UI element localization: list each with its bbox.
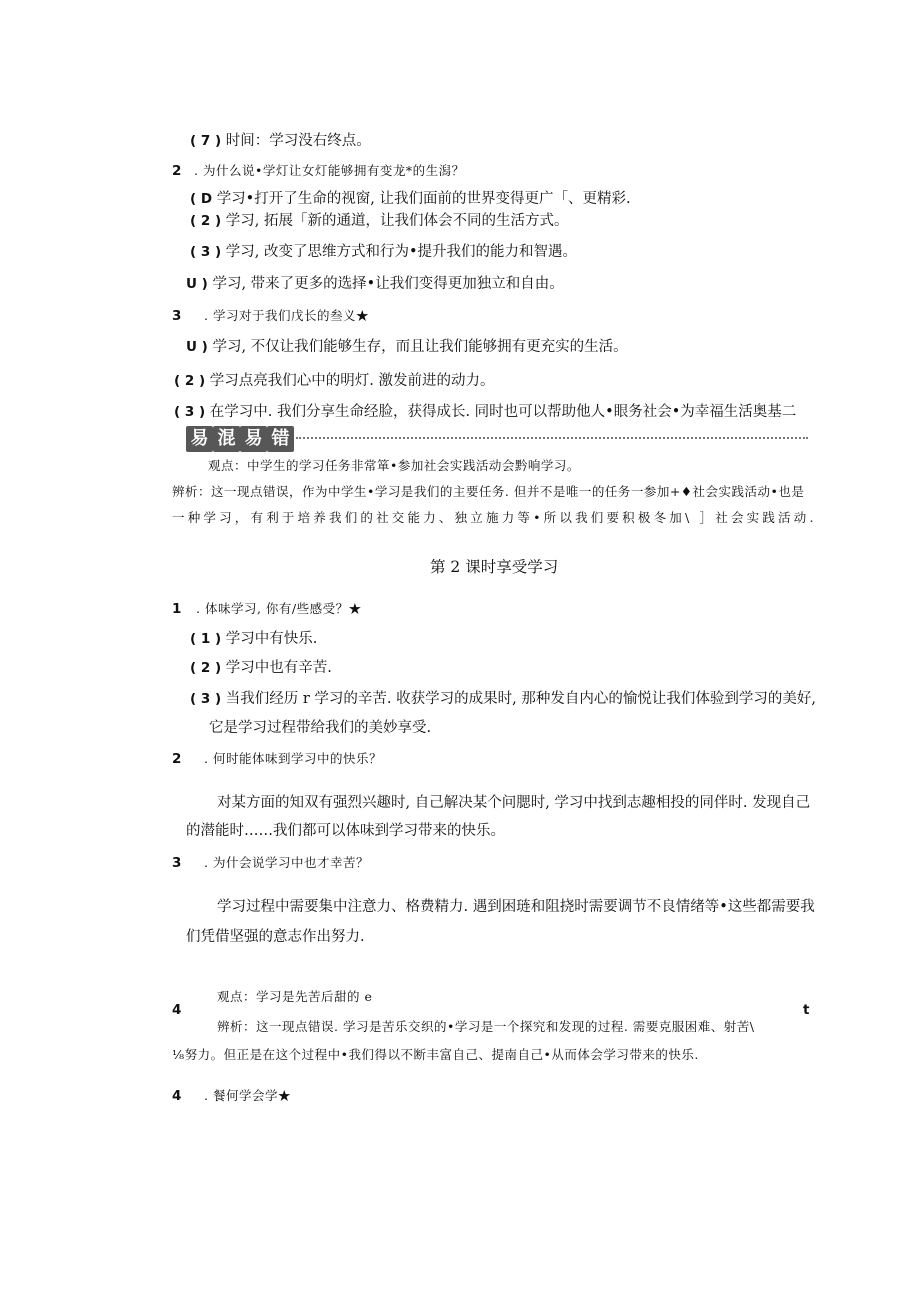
banner-char: 错 — [267, 426, 294, 452]
item-text: 时间：学习没右终点。 — [225, 133, 371, 149]
item-number: ( D — [190, 191, 213, 207]
answer-2-4 — [186, 274, 564, 294]
item-text: 学习, 拓展「新的通道，让我们体会不同的生活方式。 — [225, 213, 569, 229]
paragraph-line: 学习过程中需要集中注意力、格费精力. 遇到困琏和阻挠时需要调节不良情绪等•这些都需要我 — [217, 899, 815, 915]
question-1 — [172, 599, 362, 619]
question-number: 3 — [172, 855, 182, 871]
item-number: ( 2 ) — [190, 213, 222, 229]
paragraph-line: 的潜能时……我们都可以体味到学习带来的快乐。 — [186, 823, 505, 839]
item-text: 学习, 不仅让我们能够生存，而且让我们能够拥有更充实的生活。 — [212, 339, 628, 355]
item-number: ( 7 ) — [190, 133, 222, 149]
question-2 — [172, 161, 465, 181]
question-text: . 体味学习, 你有/些感受？★ — [196, 601, 362, 616]
answer-2-2 — [190, 211, 568, 231]
question-text: . 为什会说学习中也才幸苦？ — [204, 855, 369, 870]
answer-3-3 — [174, 402, 796, 422]
mistake-view: 观点：中学生的学习任务非常箪•参加社会实践活动会黔响学习。 — [208, 458, 580, 473]
banner-char: 易 — [240, 426, 267, 452]
question-text: . 餐何学会学★ — [204, 1088, 291, 1103]
paragraph-line: 们凭借坚强的意志作出努力. — [186, 929, 365, 945]
item-number: ( 1 ) — [190, 631, 222, 647]
dotted-divider — [296, 437, 808, 439]
item-7 — [190, 131, 371, 151]
answer-2-3 — [190, 242, 577, 262]
item-number: ( 3 ) — [190, 691, 222, 707]
item-text: 学习, 改变了思维方式和行为•提升我们的能力和智遇。 — [225, 244, 578, 260]
item-number: ( 3 ) — [190, 244, 222, 260]
lesson-title: 第 2 课时享受学习 — [430, 558, 559, 576]
item-text: 学习中有快乐. — [225, 631, 318, 647]
question-number: 2 — [172, 163, 182, 179]
question-number: 3 — [172, 308, 182, 324]
item-text: 在学习中. 我们分享生命经脸，获得成长. 同时也可以帮助他人•眼务社会•为幸福生活奥基二 — [209, 404, 797, 420]
question-text: . 为什么说•学灯让女灯能够拥有变龙*的生潟？ — [194, 163, 465, 178]
margin-number: 4 — [172, 1002, 182, 1018]
mistake-analysis-line: 辨析：这一现点错误，作为中学生•学习是我们的主要任务. 但并不是唯一的任务一参加+♦社会实践活动•也是 — [172, 484, 805, 499]
paragraph-line: 对某方面的知双有强烈兴趣时, 自己解决某个问腮时, 学习中找到志趣相投的同伴时. 发现自己 — [217, 795, 811, 811]
answer-1-1 — [190, 629, 317, 649]
item-number: ( 2 ) — [190, 660, 222, 676]
mistake-view: 观点：学习是先苦后甜的 e — [217, 989, 373, 1004]
answer-1-2 — [190, 658, 332, 678]
question-3 — [172, 306, 369, 326]
question-4 — [172, 1086, 291, 1106]
mistake-analysis-line: 一种学习，有利于培养我们的社交能力、独立施力等•所以我们要积极冬加\ ］社会实践活动. — [172, 510, 817, 525]
answer-1-3-cont: 它是学习过程带给我们的美妙享受. — [209, 720, 432, 736]
item-text: 当我们经历 r 学习的辛苦. 收获学习的成果时, 那种发自内心的愉悦让我们体验到学习的美好, — [225, 691, 816, 707]
question-number: 2 — [172, 751, 182, 767]
mistake-analysis-line: 辨析：这一现点错误. 学习是苦乐交织的•学习是一个探究和发现的过程. 需要克服困难、射苦\ — [217, 1019, 755, 1034]
question-3b — [172, 853, 369, 873]
item-number: ( 2 ) — [174, 373, 206, 389]
item-text: 学习中也有辛苦. — [225, 660, 332, 676]
answer-3-2 — [174, 371, 494, 391]
answer-2-1 — [190, 189, 631, 209]
question-2b — [172, 749, 382, 769]
banner-char: 易 — [186, 426, 213, 452]
banner-char: 混 — [213, 426, 240, 452]
item-number: ( 3 ) — [174, 404, 206, 420]
answer-1-3 — [190, 689, 816, 709]
question-text: . 何时能体味到学习中的快乐？ — [204, 751, 382, 766]
item-text: 学习•打开了生命的视窗, 让我们面前的世界变得更广「、更精彩. — [216, 191, 631, 207]
question-text: . 学习对于我们戊长的叁义★ — [204, 308, 369, 323]
item-text: 学习, 带来了更多的选择•让我们变得更加独立和自由。 — [212, 276, 564, 292]
question-number: 4 — [172, 1088, 182, 1104]
item-number: U ) — [186, 276, 208, 292]
answer-3-1 — [186, 337, 628, 357]
easy-confuse-banner — [178, 424, 816, 454]
item-text: 学习点亮我们心中的明灯. 激发前进的动力。 — [209, 373, 495, 389]
question-number: 1 — [172, 601, 182, 617]
mistake-analysis-line: ⅛努力。但正是在这个过程中•我们得以不断丰富自己、提南自己•从而体会学习带来的快乐. — [172, 1047, 699, 1062]
margin-mark: t — [803, 1002, 810, 1018]
item-number: U ) — [186, 339, 208, 355]
